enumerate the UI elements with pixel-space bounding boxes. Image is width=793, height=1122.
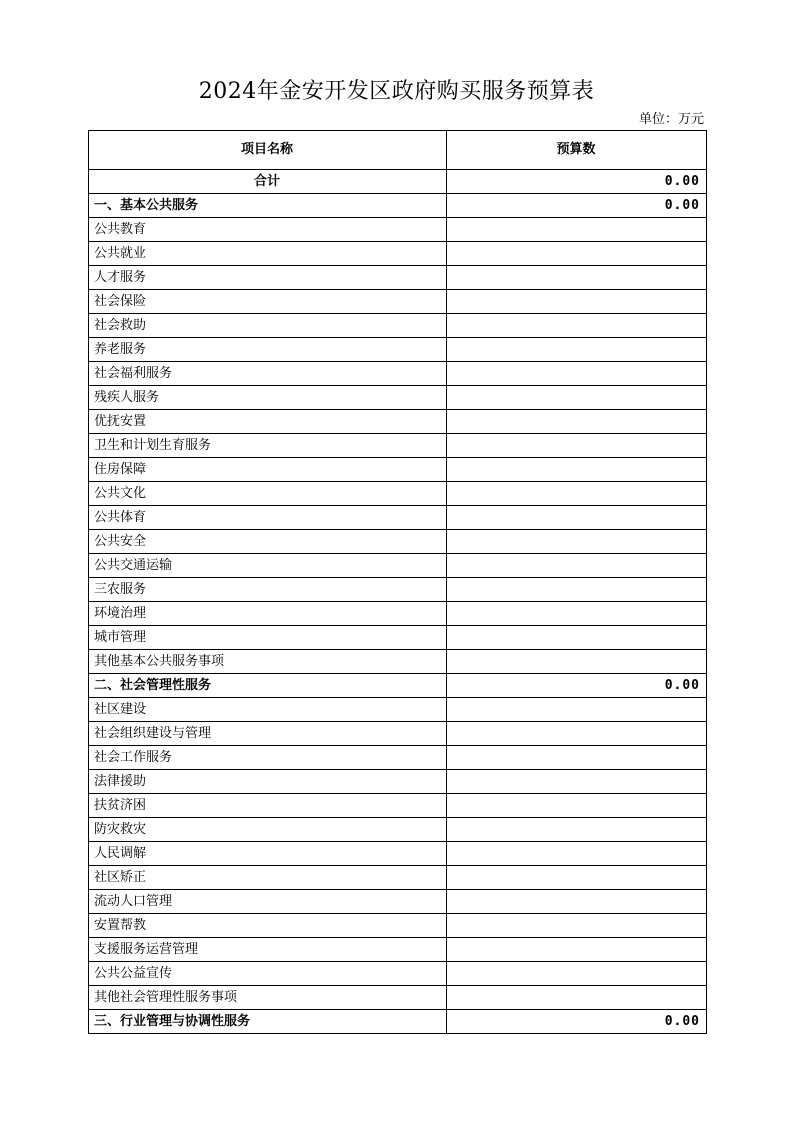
table-row (89, 722, 707, 746)
table-row (89, 794, 707, 818)
table-row (89, 986, 707, 1010)
item-name: 流动人口管理 (89, 890, 447, 914)
table-row (89, 530, 707, 554)
table-row (89, 386, 707, 410)
item-amount (447, 290, 707, 314)
item-amount (447, 842, 707, 866)
table-row (89, 242, 707, 266)
table-row (89, 698, 707, 722)
item-amount (447, 698, 707, 722)
item-amount (447, 986, 707, 1010)
table-row (89, 314, 707, 338)
table-row (89, 554, 707, 578)
item-amount (447, 794, 707, 818)
item-amount (447, 554, 707, 578)
item-name: 三农服务 (89, 578, 447, 602)
item-amount (447, 242, 707, 266)
table-row (89, 962, 707, 986)
table-row (89, 866, 707, 890)
table-row (89, 410, 707, 434)
item-amount (447, 410, 707, 434)
table-row (89, 218, 707, 242)
item-amount (447, 482, 707, 506)
category-row (89, 674, 707, 698)
item-name: 社会工作服务 (89, 746, 447, 770)
item-name: 社区矫正 (89, 866, 447, 890)
item-amount (447, 458, 707, 482)
table-row (89, 626, 707, 650)
table-row (89, 482, 707, 506)
item-amount (447, 626, 707, 650)
category-label: 二、社会管理性服务 (89, 674, 447, 698)
item-amount (447, 650, 707, 674)
table-row (89, 746, 707, 770)
item-name: 公共体育 (89, 506, 447, 530)
item-name: 养老服务 (89, 338, 447, 362)
item-amount (447, 314, 707, 338)
category-row (89, 194, 707, 218)
table-row (89, 818, 707, 842)
item-amount (447, 578, 707, 602)
category-amount: 0.00 (447, 1010, 707, 1034)
table-row (89, 842, 707, 866)
item-name: 卫生和计划生育服务 (89, 434, 447, 458)
table-row (89, 290, 707, 314)
item-name: 防灾救灾 (89, 818, 447, 842)
item-amount (447, 386, 707, 410)
item-name: 人才服务 (89, 266, 447, 290)
item-amount (447, 938, 707, 962)
item-name: 公共安全 (89, 530, 447, 554)
header-project-name: 项目名称 (89, 131, 447, 170)
table-row (89, 338, 707, 362)
item-amount (447, 770, 707, 794)
table-row (89, 458, 707, 482)
total-label: 合计 (89, 170, 447, 194)
table-row (89, 506, 707, 530)
item-name: 公共教育 (89, 218, 447, 242)
table-row (89, 938, 707, 962)
item-name: 其他基本公共服务事项 (89, 650, 447, 674)
item-amount (447, 362, 707, 386)
budget-table-body (89, 170, 707, 1034)
table-row (89, 362, 707, 386)
table-row (89, 578, 707, 602)
item-name: 城市管理 (89, 626, 447, 650)
item-amount (447, 722, 707, 746)
item-name: 扶贫济困 (89, 794, 447, 818)
item-name: 人民调解 (89, 842, 447, 866)
table-row (89, 266, 707, 290)
item-name: 法律援助 (89, 770, 447, 794)
table-row (89, 434, 707, 458)
table-row (89, 914, 707, 938)
item-name: 社会保险 (89, 290, 447, 314)
item-name: 社会福利服务 (89, 362, 447, 386)
item-amount (447, 218, 707, 242)
total-amount: 0.00 (447, 170, 707, 194)
table-header-row (89, 131, 707, 170)
item-name: 公共就业 (89, 242, 447, 266)
item-amount (447, 890, 707, 914)
item-name: 公共公益宣传 (89, 962, 447, 986)
item-amount (447, 506, 707, 530)
table-row (89, 650, 707, 674)
item-name: 残疾人服务 (89, 386, 447, 410)
item-amount (447, 962, 707, 986)
item-name: 其他社会管理性服务事项 (89, 986, 447, 1010)
item-amount (447, 602, 707, 626)
item-amount (447, 434, 707, 458)
category-row (89, 1010, 707, 1034)
total-row (89, 170, 707, 194)
item-amount (447, 818, 707, 842)
item-name: 住房保障 (89, 458, 447, 482)
item-name: 支援服务运营管理 (89, 938, 447, 962)
page-title: 2024年金安开发区政府购买服务预算表 (198, 79, 595, 104)
unit-label: 单位：万元 (638, 112, 704, 127)
item-amount (447, 866, 707, 890)
item-amount (447, 746, 707, 770)
header-budget-amount: 预算数 (447, 131, 707, 170)
budget-table (88, 130, 707, 1034)
category-label: 一、基本公共服务 (89, 194, 447, 218)
item-name: 社区建设 (89, 698, 447, 722)
item-amount (447, 338, 707, 362)
table-row (89, 890, 707, 914)
table-row (89, 602, 707, 626)
item-name: 社会救助 (89, 314, 447, 338)
category-amount: 0.00 (447, 674, 707, 698)
category-label: 三、行业管理与协调性服务 (89, 1010, 447, 1034)
item-amount (447, 266, 707, 290)
item-name: 社会组织建设与管理 (89, 722, 447, 746)
item-name: 优抚安置 (89, 410, 447, 434)
item-name: 环境治理 (89, 602, 447, 626)
item-name: 安置帮教 (89, 914, 447, 938)
item-amount (447, 914, 707, 938)
item-amount (447, 530, 707, 554)
table-row (89, 770, 707, 794)
item-name: 公共交通运输 (89, 554, 447, 578)
item-name: 公共文化 (89, 482, 447, 506)
category-amount: 0.00 (447, 194, 707, 218)
